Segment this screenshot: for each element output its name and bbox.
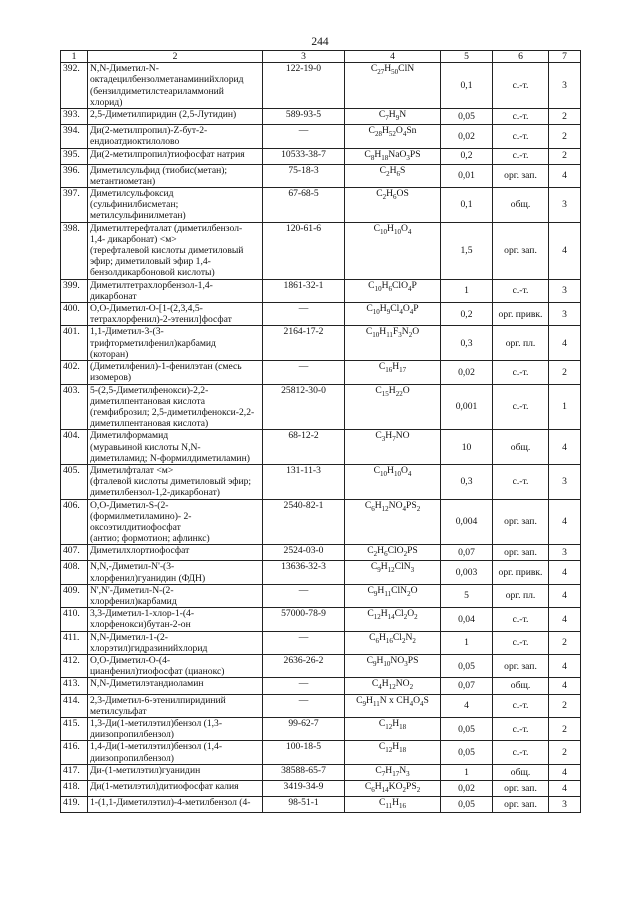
table-row: [61, 499, 581, 545]
chemical-formula: $C_{10}H_6ClO_4P$: [368, 279, 417, 293]
cas-number: —: [298, 125, 309, 137]
row-number: 403.: [63, 384, 80, 396]
hazard-class: 4: [562, 766, 567, 778]
hazard-class: 2: [562, 747, 567, 758]
chemical-formula: $C_{16}H_{17}$: [378, 361, 407, 374]
table-row: [61, 303, 581, 326]
row-number: 419.: [63, 797, 80, 809]
table-row: [61, 741, 581, 764]
row-number: 400.: [63, 303, 80, 315]
substance-name: N,N-Диметилэтандиоламин: [90, 678, 204, 690]
chemical-formula: $C_{15}H_{22}O$: [375, 384, 410, 398]
substance-name: 2,5-Диметилпиридин (2,5-Лутидин): [90, 109, 237, 121]
substance-name: 2,3-Диметил-6-этенилпиридиний метилсульфат: [90, 694, 226, 717]
cas-number: 2524-03-0: [283, 545, 324, 557]
chemical-formula: $C_2H_6OS$: [376, 188, 409, 201]
substance-name: O,O-Диметил-O-(4- цианфенил)тиофосфат (цианокс): [90, 655, 225, 678]
cas-number: 2540-82-1: [283, 499, 324, 511]
substance-name: 3,3-Диметил-1-хлор-1-(4- хлорфенокси)бутан-2-он: [90, 608, 195, 631]
table-row: [61, 125, 581, 148]
chemical-formula: $C_6H_{12}NO_4PS_2$: [364, 499, 421, 513]
cas-number: 2636-26-2: [283, 655, 324, 667]
mpc-value: 0,05: [458, 723, 475, 735]
row-number: 396.: [63, 164, 80, 176]
hazard-class: 4: [562, 660, 567, 672]
chemical-formula: $C_9H_{10}NO_3PS$: [366, 655, 419, 668]
row-number: 413.: [63, 678, 80, 690]
table-row: [61, 148, 581, 164]
substances-table: [60, 50, 581, 813]
mpc-value: 0,004: [455, 516, 478, 528]
hazard-sign: с.-т.: [512, 613, 529, 625]
substance-name: Ди(2-метилпропил)тиофосфат натрия: [90, 148, 245, 160]
row-number: 405.: [63, 464, 80, 476]
cas-number: 2164-17-2: [283, 326, 324, 338]
hazard-class: 2: [562, 700, 567, 712]
mpc-value: 0,02: [458, 366, 475, 378]
row-number: 407.: [63, 545, 80, 557]
substance-name: Ди(2-метилпропил)-Z-бут-2- ендиоатдиоктилолово: [90, 125, 208, 148]
cas-number: —: [298, 584, 309, 596]
column-number: 1: [61, 51, 88, 63]
mpc-value: 0,2: [460, 150, 473, 162]
column-number: 6: [493, 51, 549, 63]
substance-name: Диметилсульфоксид (сульфинилбисметан; метилсульфинилметан): [90, 188, 186, 222]
hazard-sign: общ.: [510, 199, 531, 211]
hazard-sign: орг. привк.: [498, 308, 543, 320]
hazard-class: 3: [562, 80, 567, 91]
hazard-sign: с.-т.: [512, 747, 529, 758]
row-number: 418.: [63, 780, 80, 792]
table-row: [61, 279, 581, 302]
cas-number: —: [298, 303, 309, 315]
hazard-class: 4: [562, 441, 567, 453]
row-number: 404.: [63, 430, 80, 442]
mpc-value: 4: [464, 700, 469, 712]
mpc-value: 0,01: [458, 170, 475, 182]
mpc-value: 0,2: [460, 308, 473, 320]
mpc-value: 0,07: [458, 680, 475, 692]
mpc-value: 0,04: [458, 613, 475, 625]
chemical-formula: $C_6H_{14}KO_2PS_2$: [364, 780, 421, 794]
hazard-sign: с.-т.: [512, 80, 529, 91]
chemical-formula: $C_{10}H_9Cl_4O_4P$: [366, 303, 419, 316]
row-number: 395.: [63, 148, 80, 160]
chemical-formula: $C_9H_{12}ClN_3$: [370, 561, 415, 575]
row-number: 411.: [63, 631, 80, 643]
hazard-sign: с.-т.: [512, 130, 529, 142]
table-row: [61, 718, 581, 741]
hazard-class: 4: [562, 613, 567, 625]
mpc-value: 1: [464, 766, 469, 778]
hazard-sign: с.-т.: [512, 150, 529, 162]
chemical-formula: $C_{28}H_{52}O_4Sn$: [368, 125, 417, 139]
row-number: 414.: [63, 694, 80, 706]
hazard-sign: орг. зап.: [504, 798, 537, 810]
cas-number: —: [298, 631, 309, 643]
hazard-sign: с.-т.: [512, 723, 529, 735]
column-number: 7: [549, 51, 581, 63]
mpc-value: 0,05: [458, 747, 475, 758]
hazard-class: 2: [562, 723, 567, 735]
substance-name: Диметилсульфид (тиобис(метан); метантиометан): [90, 164, 228, 187]
cas-number: 1861-32-1: [283, 279, 324, 291]
cas-number: 589-93-5: [285, 109, 322, 121]
hazard-sign: с.-т.: [512, 700, 529, 712]
table-row: [61, 608, 581, 631]
table-row: [61, 780, 581, 796]
mpc-value: 0,05: [458, 660, 475, 672]
mpc-value: 0,05: [458, 798, 475, 810]
substance-name: Диметилформамид (муравьиной кислоты N,N- диметиламид; N-формилдиметиламин): [90, 430, 250, 464]
row-number: 402.: [63, 361, 80, 373]
mpc-value: 0,02: [458, 130, 475, 142]
cas-number: —: [298, 361, 309, 373]
hazard-class: 4: [562, 567, 567, 579]
chemical-formula: $C_{10}H_{10}O_4$: [373, 464, 412, 478]
table-row: [61, 326, 581, 361]
cas-number: —: [298, 678, 309, 690]
cas-number: 131-11-3: [286, 464, 321, 476]
hazard-sign: общ.: [510, 680, 531, 692]
hazard-sign: с.-т.: [512, 637, 529, 649]
row-number: 392.: [63, 63, 80, 75]
chemical-formula: $C_{12}H_{18}$: [378, 718, 407, 731]
substance-name: Диметилхлортиофосфат: [90, 545, 190, 557]
mpc-value: 0,07: [458, 547, 475, 559]
mpc-value: 0,1: [460, 199, 473, 211]
row-number: 416.: [63, 741, 80, 753]
substance-name: N,N,-Диметил-N'-(3- хлорфенил)гуанидин (ФДН): [90, 561, 206, 584]
cas-number: 3419-34-9: [283, 780, 324, 792]
substance-name: O,O-Диметил-O-[1-(2,3,4,5- тетрахлорфенил)-2-этенил]фосфат: [90, 303, 232, 326]
row-number: 415.: [63, 718, 80, 729]
hazard-class: 2: [562, 130, 567, 142]
cas-number: 67-68-5: [288, 188, 319, 200]
substance-name: 1,1-Диметил-3-(3- трифторметилфенил)карбамид (которан): [90, 326, 216, 360]
chemical-formula: $C_2H_6ClO_2PS$: [367, 545, 418, 559]
column-number: 4: [345, 51, 441, 63]
hazard-class: 4: [562, 782, 567, 794]
substance-name: O,O-Диметил-S-(2- (формилметиламино)- 2- оксоэтилдитиофосфат (антио; формотион; афлинкс): [90, 499, 210, 545]
column-number: 2: [88, 51, 263, 63]
hazard-class: 2: [562, 637, 567, 649]
row-number: 410.: [63, 608, 80, 620]
substance-name: Диметилтерефталат (диметилбензол- 1,4- дикарбонат) <м> (терефталевой кислоты диметиловый эфир; диметиловый эфир 1,4- бензолдикарбоновой кислоты): [90, 222, 244, 279]
chemical-formula: $C_2H_6S$: [379, 164, 406, 178]
hazard-class: 4: [562, 170, 567, 182]
table-row: [61, 678, 581, 694]
table-row: [61, 109, 581, 125]
table-row: [61, 188, 581, 223]
hazard-class: 4: [562, 590, 567, 602]
hazard-class: 4: [562, 337, 567, 349]
substance-name: Ди(1-метилэтил)дитиофосфат калия: [90, 780, 239, 792]
row-number: 394.: [63, 125, 80, 137]
table-row: [61, 764, 581, 780]
substance-name: N',N'-Диметил-N-(2- хлорфенил)карбамид: [90, 584, 177, 608]
hazard-class: 3: [562, 547, 567, 559]
substance-name: 5-(2,5-Диметилфенокси)-2,2- диметилпентановая кислота (гемфиброзил; 2,5-диметилфенокси-2,2- диметилпентановая кислота): [90, 384, 255, 430]
hazard-class: 4: [562, 680, 567, 692]
column-number: 5: [441, 51, 493, 63]
table-row: [61, 164, 581, 187]
row-number: 398.: [63, 222, 80, 234]
hazard-sign: общ.: [510, 766, 531, 778]
hazard-class: 1: [562, 401, 567, 413]
hazard-sign: с.-т.: [512, 476, 529, 488]
hazard-sign: орг. зап.: [504, 660, 537, 672]
chemical-formula: $C_{10}H_{11}F_3N_2O$: [365, 326, 420, 340]
substance-name: N,N-Диметил-N- октадецилбензолметанаминийхлорид (бензилдиметилстеариламмоний хлорид): [90, 63, 244, 108]
hazard-class: 4: [562, 516, 567, 528]
hazard-sign: орг. пл.: [505, 337, 536, 349]
cas-number: 38588-65-7: [281, 764, 326, 776]
hazard-class: 2: [562, 110, 567, 122]
cas-number: 25812-30-0: [281, 384, 326, 396]
chemical-formula: $C_{27}H_{50}ClN$: [370, 63, 415, 77]
hazard-class: 3: [562, 308, 567, 320]
chemical-formula: $C_7H_9N$: [378, 109, 407, 122]
hazard-class: 3: [562, 798, 567, 810]
row-number: 412.: [63, 655, 80, 667]
substance-name: 1,4-Ди(1-метилэтил)бензол (1,4- диизопропилбензол): [90, 741, 223, 764]
table-row: [61, 584, 581, 607]
hazard-sign: орг. привк.: [498, 567, 543, 579]
table-row: [61, 561, 581, 584]
mpc-value: 0,001: [455, 401, 478, 413]
mpc-value: 1: [464, 637, 469, 649]
chemical-formula: $C_{12}H_{14}Cl_2O_2$: [367, 608, 418, 622]
cas-number: 57000-78-9: [281, 608, 326, 620]
hazard-class: 3: [562, 199, 567, 211]
chemical-formula: $C_9H_{11}ClN_2O$: [367, 584, 418, 598]
table-row: [61, 222, 581, 279]
mpc-value: 0,3: [460, 476, 473, 488]
cas-number: —: [298, 694, 309, 706]
chemical-formula: $C_4H_{12}NO_2$: [371, 678, 414, 692]
mpc-value: 5: [464, 590, 469, 602]
hazard-class: 3: [562, 285, 567, 297]
hazard-sign: орг. зап.: [504, 245, 537, 257]
row-number: 417.: [63, 764, 80, 776]
cas-number: 122-19-0: [285, 63, 322, 75]
chemical-formula: $C_{12}H_{18}$: [378, 741, 407, 755]
hazard-sign: с.-т.: [512, 366, 529, 378]
table-row: [61, 63, 581, 109]
substance-name: Диметилтетрахлорбензол-1,4- дикарбонат: [90, 279, 213, 302]
hazard-sign: орг. зап.: [504, 782, 537, 794]
cas-number: 10533-38-7: [281, 148, 326, 160]
chemical-formula: $C_{10}H_{10}O_4$: [373, 222, 412, 236]
table-row: [61, 797, 581, 813]
mpc-value: 1,5: [460, 245, 473, 257]
hazard-sign: с.-т.: [512, 110, 529, 122]
chemical-formula: $C_{11}H_{16}$: [378, 797, 407, 810]
cas-number: 100-18-5: [285, 741, 322, 753]
cas-number: 120-61-6: [285, 222, 322, 234]
table-row: [61, 631, 581, 654]
hazard-class: 2: [562, 150, 567, 162]
mpc-value: 0,3: [460, 337, 473, 349]
hazard-sign: орг. зап.: [504, 516, 537, 528]
substance-name: N,N-Диметил-1-(2- хлорэтил)гидразинийхлорид: [90, 631, 208, 654]
cas-number: 98-51-1: [288, 797, 319, 809]
row-number: 399.: [63, 279, 80, 291]
substance-name: Ди-(1-метилэтил)гуанидин: [90, 764, 201, 776]
cas-number: 75-18-3: [288, 164, 319, 176]
table-row: [61, 361, 581, 384]
hazard-sign: с.-т.: [512, 401, 529, 413]
hazard-class: 2: [562, 366, 567, 378]
row-number: 401.: [63, 326, 80, 338]
mpc-value: 1: [464, 285, 469, 297]
mpc-value: 0,003: [455, 567, 478, 579]
cas-number: 68-12-2: [288, 430, 319, 442]
mpc-value: 0,05: [458, 110, 475, 122]
column-number: 3: [263, 51, 345, 63]
chemical-formula: $C_6H_{16}Cl_2N_2$: [369, 631, 416, 645]
substance-name: (Диметилфенил)-1-фенилэтан (смесь изомеров): [90, 361, 242, 384]
chemical-formula: $C_3H_7NO$: [375, 430, 410, 444]
hazard-sign: общ.: [510, 441, 531, 453]
hazard-class: 3: [562, 476, 567, 488]
table-row: [61, 545, 581, 561]
table-row: [61, 694, 581, 717]
row-number: 393.: [63, 109, 80, 121]
row-number: 409.: [63, 584, 80, 596]
hazard-sign: орг. пл.: [505, 590, 536, 602]
column-number-row: [61, 51, 581, 63]
table-row: [61, 384, 581, 430]
page-number: 244: [311, 36, 329, 48]
hazard-sign: с.-т.: [512, 285, 529, 297]
hazard-sign: орг. зап.: [504, 170, 537, 182]
hazard-sign: орг. зап.: [504, 547, 537, 559]
cas-number: 13636-32-3: [281, 561, 326, 573]
mpc-value: 0,1: [460, 80, 473, 91]
row-number: 397.: [63, 188, 80, 200]
hazard-class: 4: [562, 245, 567, 257]
table-row: [61, 464, 581, 499]
row-number: 406.: [63, 499, 80, 511]
substance-name: Диметилфталат <м> (фталевой кислоты диметиловый эфир; диметилбензол-1,2-дикарбонат): [90, 464, 252, 499]
table-row: [61, 655, 581, 678]
table-row: [61, 430, 581, 465]
chemical-formula: $C_8H_{18}NaO_3PS$: [364, 148, 421, 162]
cas-number: 99-62-7: [288, 718, 319, 729]
substance-name: 1,3-Ди(1-метилэтил)бензол (1,3- диизопропилбензол): [90, 718, 223, 741]
mpc-value: 10: [461, 441, 472, 453]
substance-name: 1-(1,1-Диметилэтил)-4-метилбензол (4-: [90, 797, 251, 809]
chemical-formula: $C_9H_{11}N$ x $CH_4O_4S$: [356, 694, 429, 708]
mpc-value: 0,02: [458, 782, 475, 794]
chemical-formula: $C_7H_{17}N_3$: [375, 764, 410, 778]
row-number: 408.: [63, 561, 80, 573]
